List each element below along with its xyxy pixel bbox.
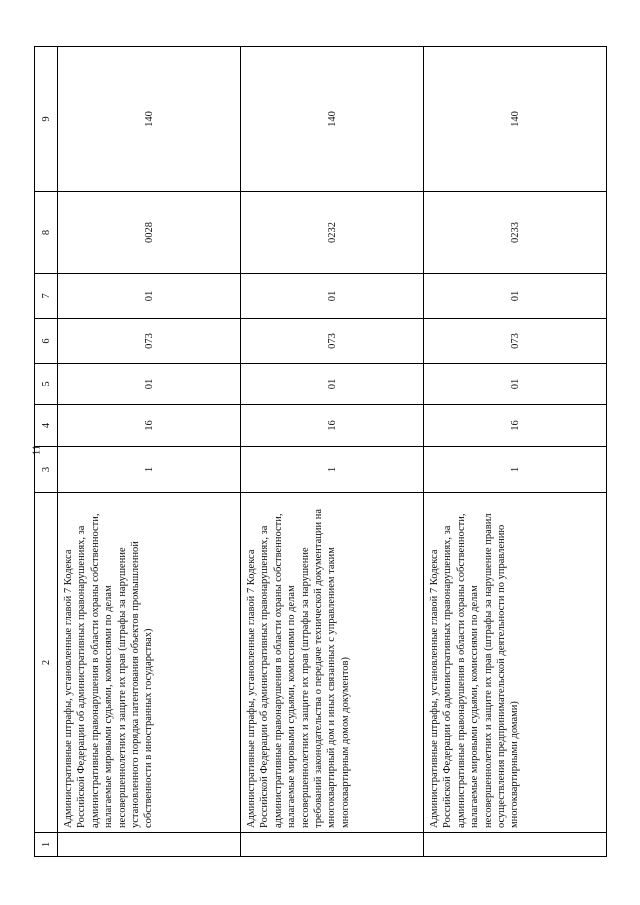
code-cell-8: 0233 [424,192,607,274]
column-header-2: 2 [35,493,58,833]
table-row [58,47,241,857]
code-cell-3: 1 [241,447,424,493]
code-cell-3: 1 [424,447,607,493]
code-cell-3: 1 [58,447,241,493]
table-header-row [35,47,58,857]
code-cell-9: 140 [58,47,241,192]
column-header-6: 6 [35,319,58,364]
code-cell-7: 01 [424,274,607,319]
column-header-3: 3 [35,447,58,493]
page-number: 11 [30,444,42,456]
table-row [424,47,607,857]
code-cell-8: 0232 [241,192,424,274]
code-cell-4: 16 [58,405,241,447]
description-cell: Административные штрафы, установленные главой 7 Кодекса Российской Федерации об административных правонарушениях, за административные правонарушения в области охраны собственности, налагаемые мировыми судьями, комиссиями по делам несовершеннолетних и защите их прав (штрафы за нарушение требований законодательства о передаче технической документации на многоквартирный дом и иных связанных с управлением таким многоквартирным домом документов) [241,493,424,833]
column-header-1: 1 [35,833,58,857]
description-cell: Административные штрафы, установленные главой 7 Кодекса Российской Федерации об административных правонарушениях, за административные правонарушения в области охраны собственности, налагаемые мировыми судьями, комиссиями по делам несовершеннолетних и защите их прав (штрафы за нарушение установленного порядка патентования объектов промышленной собственности в иностранных государствах) [58,493,241,833]
column-header-8: 8 [35,192,58,274]
table-row [241,47,424,857]
code-cell-7: 01 [58,274,241,319]
budget-codes-table-container [34,47,606,857]
description-cell: Административные штрафы, установленные главой 7 Кодекса Российской Федерации об административных правонарушениях, за административные правонарушения в области охраны собственности, налагаемые мировыми судьями, комиссиями по делам несовершеннолетних и защите их прав (штрафы за нарушение правил осуществления предпринимательской деятельности по управлению многоквартирными домами) [424,493,607,833]
column-header-7: 7 [35,274,58,319]
code-cell-5: 01 [241,364,424,405]
column-header-4: 4 [35,405,58,447]
column-header-5: 5 [35,364,58,405]
row-number-cell [241,833,424,857]
column-header-9: 9 [35,47,58,192]
code-cell-9: 140 [424,47,607,192]
code-cell-5: 01 [58,364,241,405]
code-cell-6: 073 [58,319,241,364]
code-cell-4: 16 [424,405,607,447]
row-number-cell [58,833,241,857]
code-cell-6: 073 [241,319,424,364]
code-cell-8: 0028 [58,192,241,274]
code-cell-4: 16 [241,405,424,447]
code-cell-6: 073 [424,319,607,364]
row-number-cell [424,833,607,857]
budget-codes-table [34,46,607,857]
code-cell-7: 01 [241,274,424,319]
code-cell-5: 01 [424,364,607,405]
code-cell-9: 140 [241,47,424,192]
